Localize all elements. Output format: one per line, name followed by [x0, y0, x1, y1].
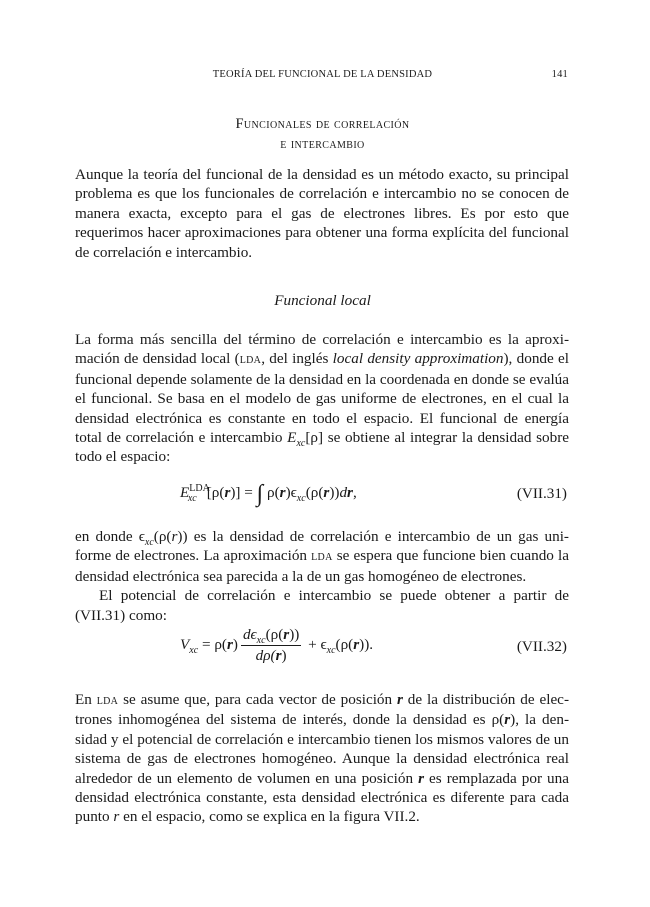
exc-argument: [ρ] — [305, 429, 324, 447]
equation-vii-32 — [75, 624, 569, 672]
eq32-tail-b: )). — [359, 635, 374, 653]
eq32-num-b: (ρ( — [265, 626, 284, 643]
final-text-3: de la distribución de electrones inhomogénea del sistema de interés, donde la densidad es ρ( — [75, 691, 569, 729]
lda-text-1: La forma más sencilla del término de correlación e intercambio es la aproximación de densidad local ( — [75, 331, 569, 368]
final-r3: r — [418, 769, 425, 787]
eq32-plus-sub: xc — [326, 645, 336, 657]
final-r1: r — [396, 691, 403, 708]
after31-eps-r: r — [171, 528, 178, 545]
after31-eps-arg-b: )) — [177, 528, 188, 545]
lda-paragraph — [75, 330, 569, 467]
exc-subscript: xc — [296, 438, 306, 450]
eq32-plus: + ϵ — [304, 635, 327, 653]
lda-text-3: ), donde el funcional depende solamente de la densidad en la coordenada en donde se evalúa el funcional. Se basa en el modelo de gas uniforme de electrones, en el cual la densidad electrónica es constante en todo el espacio. El funcional de energía total de correlación e intercambio — [75, 350, 569, 447]
eq32-num-sub: xc — [256, 635, 266, 647]
final-text-6: en el espacio, como se explica en la figura VII.2. — [119, 808, 420, 826]
eq32-denominator — [241, 646, 301, 665]
eq32-den-b: ) — [281, 647, 287, 664]
equation-number-vii-32: (VII.32) — [516, 638, 567, 655]
exc-symbol: E — [287, 429, 297, 447]
eq32-num-a: dϵ — [242, 626, 257, 643]
final-text-2: se asume que, para cada vector de posición — [118, 691, 397, 708]
eq32-den-r: r — [275, 647, 282, 664]
after31-text-2: es la densidad de correlación e intercambio de un gas uniforme de electrones. La aproximación — [75, 528, 569, 565]
eq32-eq: = ρ( — [198, 635, 227, 653]
eq31-rhs-b: )ϵ — [285, 484, 297, 501]
intro-paragraph-text: Aunque la teoría del funcional de la densidad es un método exacto, su principal problema es que los funcionales de correlación e intercambio no se conocen de manera exacta, excepto para el gas de electrones libres. Es por esto que requerimos hacer aproximaciones para obtener una forma explícita del funcional de correlación e intercambio. — [75, 166, 569, 261]
section-title — [75, 114, 570, 154]
after31-eps-arg-a: (ρ( — [153, 528, 172, 545]
equation-vii-31 — [75, 473, 569, 513]
section-title-line2: e intercambio — [280, 136, 365, 152]
eq32-den-a: dρ( — [255, 647, 276, 664]
equation-vii-32-body — [180, 626, 373, 665]
final-text-4: ), la densidad y el potencial de correlación e intercambio tienen los mismos valores de un sistema de gas de electrones homogéneo. Aunque la densidad electrónica real alrededor de un elemento de volumen en una posición — [75, 711, 569, 787]
running-head-title: TEORÍA DEL FUNCIONAL DE LA DENSIDAD — [212, 69, 433, 80]
lda-abbreviation: lda — [239, 352, 262, 368]
final-r4: r — [113, 808, 120, 826]
after31-text-4: El potencial de correlación e intercambio se puede obtener a partir de (VII.31) como: — [75, 587, 569, 624]
final-r2: r — [504, 711, 511, 729]
subsection-title: Funcional local — [274, 292, 371, 309]
eq32-tail-a: (ρ( — [335, 635, 354, 653]
eq31-rhs-r3: r — [347, 484, 353, 501]
eq32-lhs: V — [180, 635, 190, 653]
after31-text-3: se espera que funcione bien cuando la densidad electrónica sea parecida a la de un gas homogéneo de electrones. — [75, 547, 569, 585]
eq31-lhs-arg: [ρ( — [206, 484, 225, 501]
final-paragraph — [75, 690, 569, 827]
running-head — [75, 69, 570, 83]
eq31-lhs-symbol: E — [180, 484, 190, 501]
eq31-rhs-r2: r — [323, 484, 330, 501]
eq32-num-c: )) — [289, 626, 300, 643]
after31-eps-sub: xc — [144, 537, 154, 549]
lda-text-2: , del inglés — [261, 350, 333, 368]
eq31-rhs-a: ρ( — [263, 484, 280, 501]
page-number: 141 — [551, 69, 568, 80]
after-eq31-paragraph — [75, 527, 569, 625]
equation-number-vii-31: (VII.31) — [516, 485, 567, 502]
after31-lda-abbreviation: lda — [311, 549, 333, 565]
intro-paragraph — [75, 165, 569, 262]
eq31-rhs-d-diff: d — [339, 484, 348, 501]
eq32-close1: ) — [232, 635, 238, 653]
final-lda-abbreviation: lda — [96, 693, 119, 708]
eq32-r1: r — [226, 635, 233, 653]
equation-vii-31-body — [180, 481, 357, 508]
lda-text-4: se obtiene al integrar la densidad sobre todo el espacio: — [75, 429, 569, 466]
eq31-rhs-c: (ρ( — [305, 484, 324, 501]
final-text-1: En — [75, 691, 97, 708]
english-term: local density approximation — [332, 350, 504, 368]
eq32-num-r: r — [283, 626, 290, 643]
eq31-rhs-d: )) — [329, 484, 340, 501]
eq31-rhs-sub: xc — [296, 493, 306, 505]
eq31-lhs-sup: LDA — [189, 482, 210, 494]
eq32-tail-r: r — [353, 635, 360, 653]
final-text-5: es remplazada por una densidad electrónica constante, esta densidad electrónica es diferente para cada punto — [75, 769, 569, 826]
eq32-lhs-sub: xc — [189, 645, 199, 657]
eq31-lhs-close: )] = — [230, 484, 257, 501]
eq31-rhs-end: , — [352, 484, 357, 501]
section-title-line1: Funcionales de correlación — [235, 116, 410, 132]
after31-text-1: en donde ϵ — [75, 528, 145, 545]
eq32-fraction — [241, 626, 301, 665]
eq32-numerator — [241, 626, 301, 646]
eq31-lhs-r: r — [224, 484, 231, 501]
integral-sign: ∫ — [256, 481, 264, 507]
eq31-lhs-sub: xc — [187, 493, 197, 505]
eq31-rhs-r1: r — [279, 484, 286, 501]
